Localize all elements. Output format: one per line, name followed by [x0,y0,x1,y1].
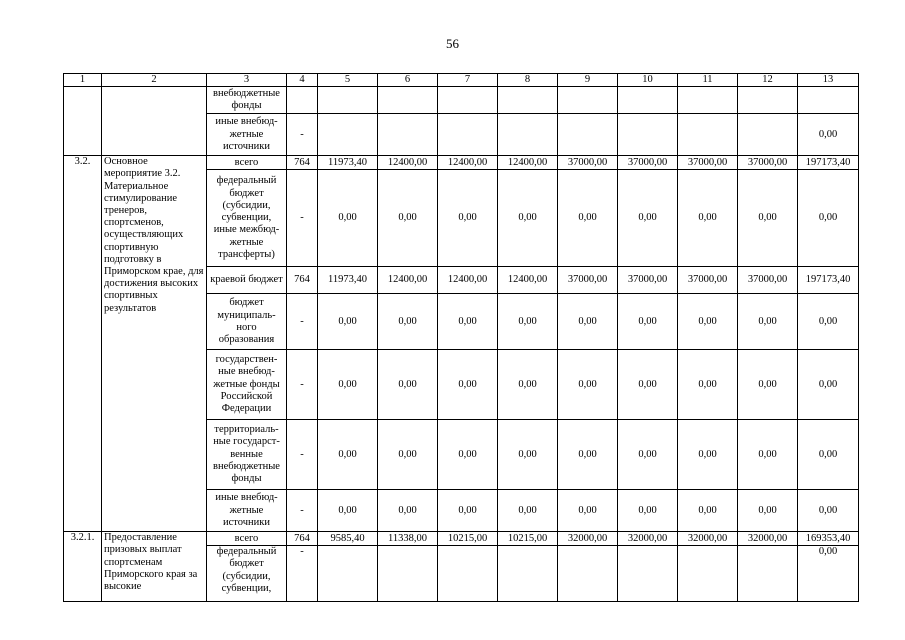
value-cell [438,87,498,114]
value-cell: 0,00 [378,294,438,350]
value-cell: 0,00 [798,114,859,156]
value-cell [678,87,738,114]
value-cell [678,546,738,602]
column-header: 11 [678,74,738,87]
funding-source-cell: внебюджетные фонды [207,87,287,114]
value-cell: 0,00 [498,420,558,490]
code-cell: - [287,420,318,490]
value-cell [798,87,859,114]
value-cell: 0,00 [498,170,558,267]
continuation-row [64,87,859,114]
value-cell: 37000,00 [618,267,678,294]
value-cell: 0,00 [678,170,738,267]
value-cell: 10215,00 [498,532,558,546]
value-cell [618,546,678,602]
value-cell: 0,00 [798,490,859,532]
value-cell: 197173,40 [798,267,859,294]
value-cell [738,87,798,114]
code-cell [287,87,318,114]
value-cell: 0,00 [678,420,738,490]
funding-source-cell: иные внебюд-жетные источники [207,114,287,156]
value-cell: 0,00 [618,490,678,532]
value-cell [438,114,498,156]
value-cell [318,87,378,114]
column-header: 8 [498,74,558,87]
value-cell: 0,00 [558,294,618,350]
value-cell: 0,00 [318,350,378,420]
value-cell: 32000,00 [618,532,678,546]
value-cell: 0,00 [798,546,859,602]
value-cell [738,114,798,156]
value-cell: 0,00 [798,350,859,420]
value-cell: 0,00 [738,294,798,350]
funding-source-cell: краевой бюджет [207,267,287,294]
value-cell: 169353,40 [798,532,859,546]
value-cell: 11338,00 [378,532,438,546]
value-cell: 0,00 [498,350,558,420]
value-cell: 0,00 [318,170,378,267]
value-cell: 11973,40 [318,156,378,170]
column-header: 10 [618,74,678,87]
budget-table [63,73,859,602]
column-header: 3 [207,74,287,87]
header-row [64,74,859,87]
value-cell: 0,00 [498,490,558,532]
code-cell: - [287,546,318,602]
value-cell: 0,00 [618,420,678,490]
value-cell: 0,00 [678,490,738,532]
measure-name-cell: Основное мероприятие 3.2. Материальное стимулирование тренеров, спортсменов, осуществляющих спортивную подготовку в Приморском крае, для достижения высоких спортивных результатов [102,156,207,532]
column-header: 7 [438,74,498,87]
value-cell: 37000,00 [618,156,678,170]
column-header: 4 [287,74,318,87]
value-cell: 197173,40 [798,156,859,170]
value-cell [558,546,618,602]
value-cell: 0,00 [738,420,798,490]
value-cell [318,546,378,602]
value-cell: 0,00 [318,420,378,490]
value-cell [498,114,558,156]
value-cell [498,546,558,602]
table-body [64,74,859,602]
value-cell: 0,00 [558,170,618,267]
funding-source-cell: иные внебюд-жетные источники [207,490,287,532]
funding-source-cell: государствен-ные внебюд-жетные фонды Российской Федерации [207,350,287,420]
value-cell: 0,00 [738,350,798,420]
funding-source-cell: бюджет муниципаль-ного образования [207,294,287,350]
value-cell: 32000,00 [678,532,738,546]
value-cell: 0,00 [558,420,618,490]
value-cell: 0,00 [798,170,859,267]
column-header: 1 [64,74,102,87]
value-cell: 0,00 [438,420,498,490]
value-cell: 0,00 [378,490,438,532]
value-cell: 0,00 [438,350,498,420]
index-cell: 3.2. [64,156,102,532]
value-cell [618,114,678,156]
value-cell: 37000,00 [678,267,738,294]
value-cell: 9585,40 [318,532,378,546]
page-number: 56 [446,36,459,51]
value-cell: 12400,00 [378,267,438,294]
index-cell [64,87,102,156]
value-cell: 0,00 [738,170,798,267]
value-cell: 0,00 [498,294,558,350]
value-cell: 0,00 [438,170,498,267]
measure-3-2-1-row [64,532,859,546]
value-cell: 12400,00 [438,156,498,170]
value-cell: 11973,40 [318,267,378,294]
value-cell [558,87,618,114]
value-cell: 0,00 [378,350,438,420]
value-cell [678,114,738,156]
value-cell: 0,00 [618,294,678,350]
column-header: 12 [738,74,798,87]
value-cell [558,114,618,156]
value-cell: 0,00 [678,294,738,350]
value-cell [438,546,498,602]
value-cell [738,546,798,602]
measure-3-2-row [64,156,859,170]
value-cell [618,87,678,114]
value-cell: 12400,00 [498,156,558,170]
code-cell: 764 [287,267,318,294]
value-cell: 37000,00 [558,267,618,294]
value-cell: 0,00 [438,294,498,350]
value-cell: 0,00 [738,490,798,532]
value-cell: 37000,00 [678,156,738,170]
measure-name-cell: Предоставление призовых выплат спортсменам Приморского края за высокие [102,532,207,602]
code-cell: - [287,114,318,156]
value-cell [378,87,438,114]
value-cell: 32000,00 [558,532,618,546]
value-cell: 0,00 [438,490,498,532]
value-cell: 0,00 [378,420,438,490]
value-cell: 37000,00 [738,267,798,294]
value-cell: 10215,00 [438,532,498,546]
value-cell [318,114,378,156]
code-cell: - [287,294,318,350]
funding-source-cell: территориаль-ные государст-венные внебюджетные фонды [207,420,287,490]
funding-source-cell: федеральный бюджет (субсидии, субвенции, [207,546,287,602]
value-cell [378,546,438,602]
column-header: 6 [378,74,438,87]
value-cell: 32000,00 [738,532,798,546]
value-cell: 0,00 [798,420,859,490]
code-cell: 764 [287,156,318,170]
value-cell: 12400,00 [438,267,498,294]
code-cell: 764 [287,532,318,546]
code-cell: - [287,170,318,267]
value-cell: 37000,00 [738,156,798,170]
value-cell [378,114,438,156]
value-cell: 37000,00 [558,156,618,170]
value-cell: 12400,00 [498,267,558,294]
code-cell: - [287,490,318,532]
value-cell: 0,00 [798,294,859,350]
funding-source-cell: всего [207,156,287,170]
funding-source-cell: федеральный бюджет (субсидии, субвенции, иные межбюд-жетные трансферты) [207,170,287,267]
value-cell: 0,00 [558,490,618,532]
funding-source-cell: всего [207,532,287,546]
index-cell: 3.2.1. [64,532,102,602]
column-header: 5 [318,74,378,87]
column-header: 13 [798,74,859,87]
value-cell: 0,00 [378,170,438,267]
value-cell: 12400,00 [378,156,438,170]
column-header: 2 [102,74,207,87]
value-cell: 0,00 [618,170,678,267]
value-cell: 0,00 [558,350,618,420]
code-cell: - [287,350,318,420]
value-cell: 0,00 [678,350,738,420]
value-cell: 0,00 [318,490,378,532]
value-cell [498,87,558,114]
value-cell: 0,00 [618,350,678,420]
measure-name-cell [102,87,207,156]
value-cell: 0,00 [318,294,378,350]
column-header: 9 [558,74,618,87]
